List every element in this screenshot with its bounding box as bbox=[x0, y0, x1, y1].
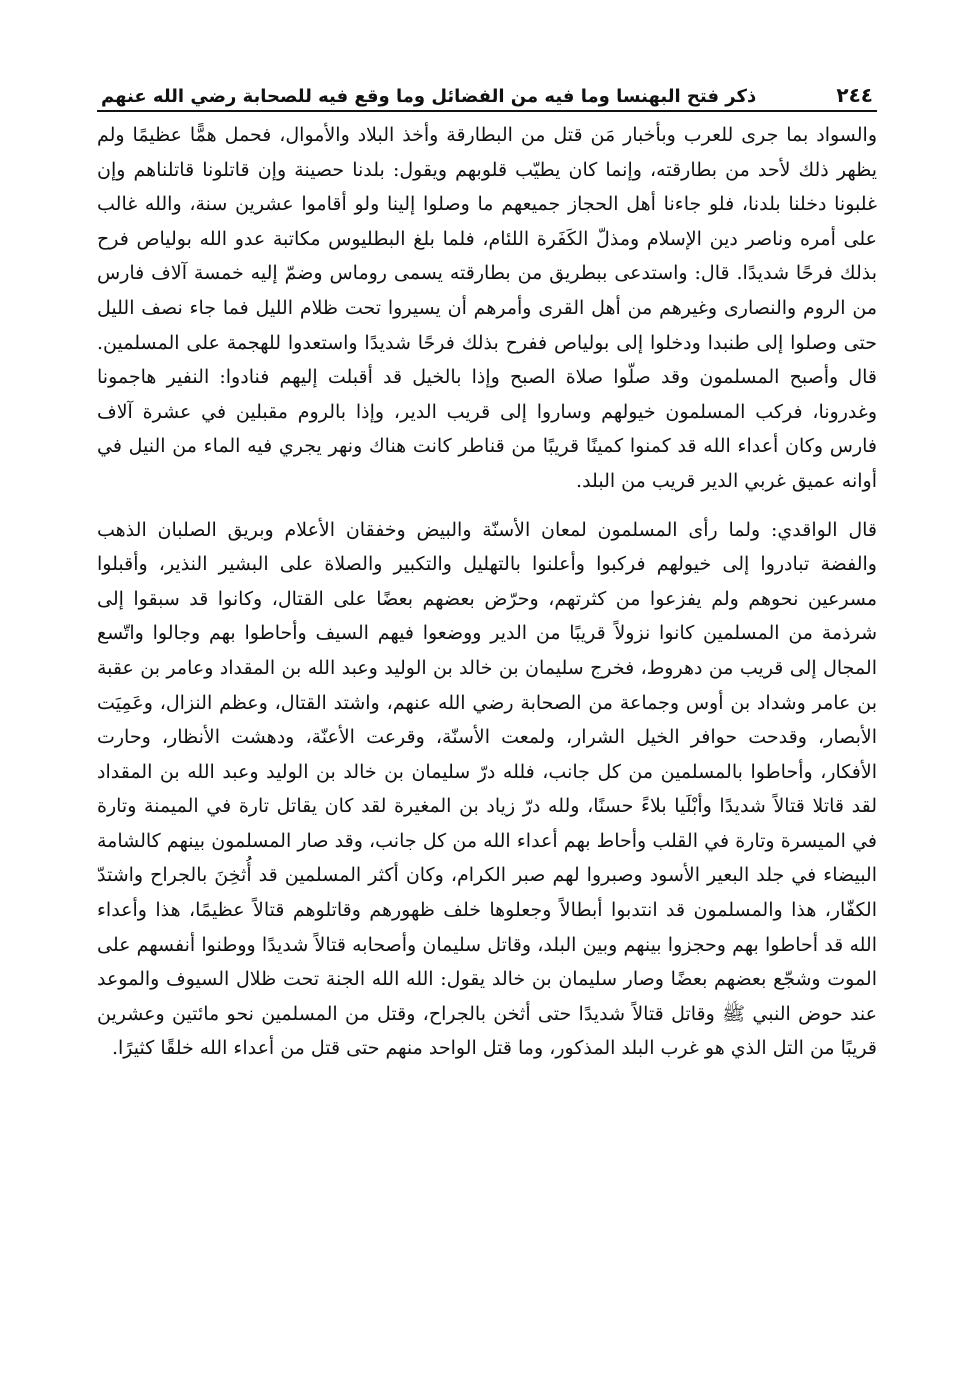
page-number: ٢٤٤ bbox=[836, 83, 873, 107]
body-text bbox=[97, 118, 877, 1066]
page-header bbox=[97, 78, 877, 112]
running-title: ذكر فتح البهنسا وما فيه من الفضائل وما وقع فيه للصحابة رضي الله عنهم bbox=[101, 86, 757, 107]
book-page bbox=[97, 78, 877, 1066]
paragraph: قال الواقدي: ولما رأى المسلمون لمعان الأسنّة والبيض وخفقان الأعلام وبريق الصلبان الذهب والفضة تبادروا إلى خيولهم فركبوا وأعلنوا بالتهليل والتكبير والصلاة على البشير النذير، وأقبلوا مسرعين نحوهم ولم يفزعوا من كثرتهم، وحرّض بعضهم بعضًا على القتال، وكانوا قد سبقوا إلى شرذمة من المسلمين كانوا نزولاً قريبًا من الدير ووضعوا فيهم السيف وأحاطوا بهم وجالوا واتّسع المجال إلى قريب من دهروط، فخرج سليمان بن خالد بن الوليد وعبد الله بن المقداد وعامر بن عقبة بن عامر وشداد بن أوس وجماعة من الصحابة رضي الله عنهم، واشتد القتال، وعظم النزال، وعَمِيَت الأبصار، وقدحت حوافر الخيل الشرار، ولمعت الأسنّة، وقرعت الأعنّة، ودهشت الأنظار، وحارت الأفكار، وأحاطوا بالمسلمين من كل جانب، فلله درّ سليمان بن خالد بن الوليد وعبد الله بن المقداد لقد قاتلا قتالاً شديدًا وأبْلَيا بلاءً حسنًا، ولله درّ زياد بن المغيرة لقد كان يقاتل تارة في الميمنة وتارة في الميسرة وتارة في القلب وأحاط بهم أعداء الله من كل جانب، وقد صار المسلمون بينهم كالشامة البيضاء في جلد البعير الأسود وصبروا لهم صبر الكرام، وكان أكثر المسلمين قد أُثخِنَ بالجراح واشتدّ الكفّار، هذا والمسلمون قد انتدبوا أبطالاً وجعلوها خلف ظهورهم وقاتلوهم قتالاً عظيمًا، هذا وأعداء الله قد أحاطوا بهم وحجزوا بينهم وبين البلد، وقاتل سليمان وأصحابه قتالاً شديدًا ووطنوا أنفسهم على الموت وشجّع بعضهم بعضًا وصار سليمان بن خالد يقول: الله الله الجنة تحت ظلال السيوف والموعد عند حوض النبي ﷺ وقاتل قتالاً شديدًا حتى أثخن بالجراح، وقتل من المسلمين نحو مائتين وعشرين قريبًا من التل الذي هو غرب البلد المذكور، وما قتل الواحد منهم حتى قتل من أعداء الله خلقًا كثيرًا. bbox=[97, 518, 877, 1060]
paragraph: والسواد بما جرى للعرب وبأخبار مَن قتل من البطارقة وأخذ البلاد والأموال، فحمل همًّا عظيمًا ولم يظهر ذلك لأحد من بطارقته، وإنما كان يطيّب قلوبهم ويقول: بلدنا حصينة وإن قاتلونا قاتلناهم وإن غلبونا دخلنا بلدنا، فلو جاءنا أهل الحجاز جميعهم ما وصلوا إلينا ولو أقاموا عشرين سنة، والله غالب على أمره وناصر دين الإسلام ومذلّ الكَفَرة اللئام، فلما بلغ البطليوس مكاتبة عدو الله بولياص فرح بذلك فرحًا شديدًا. قال: واستدعى ببطريق من بطارقته يسمى روماس وضمّ إليه خمسة آلاف فارس من الروم والنصارى وغيرهم من أهل القرى وأمرهم أن يسيروا تحت ظلام الليل فما جاء نصف الليل حتى وصلوا إلى طنبدا ودخلوا إلى بولياص ففرح بذلك فرحًا شديدًا واستعدوا للهجمة على المسلمين. قال وأصبح المسلمون وقد صلّوا صلاة الصبح وإذا بالخيل قد أقبلت إليهم فنادوا: النفير هاجمونا وغدرونا، فركب المسلمون خيولهم وساروا إلى قريب الدير، وإذا بالروم مقبلين في عشرة آلاف فارس وكان أعداء الله قد كمنوا كمينًا قريبًا من قناطر كانت هناك ونهر يجري فيه الماء من النيل في أوانه عميق غربي الدير قريب من البلد. bbox=[97, 124, 877, 492]
